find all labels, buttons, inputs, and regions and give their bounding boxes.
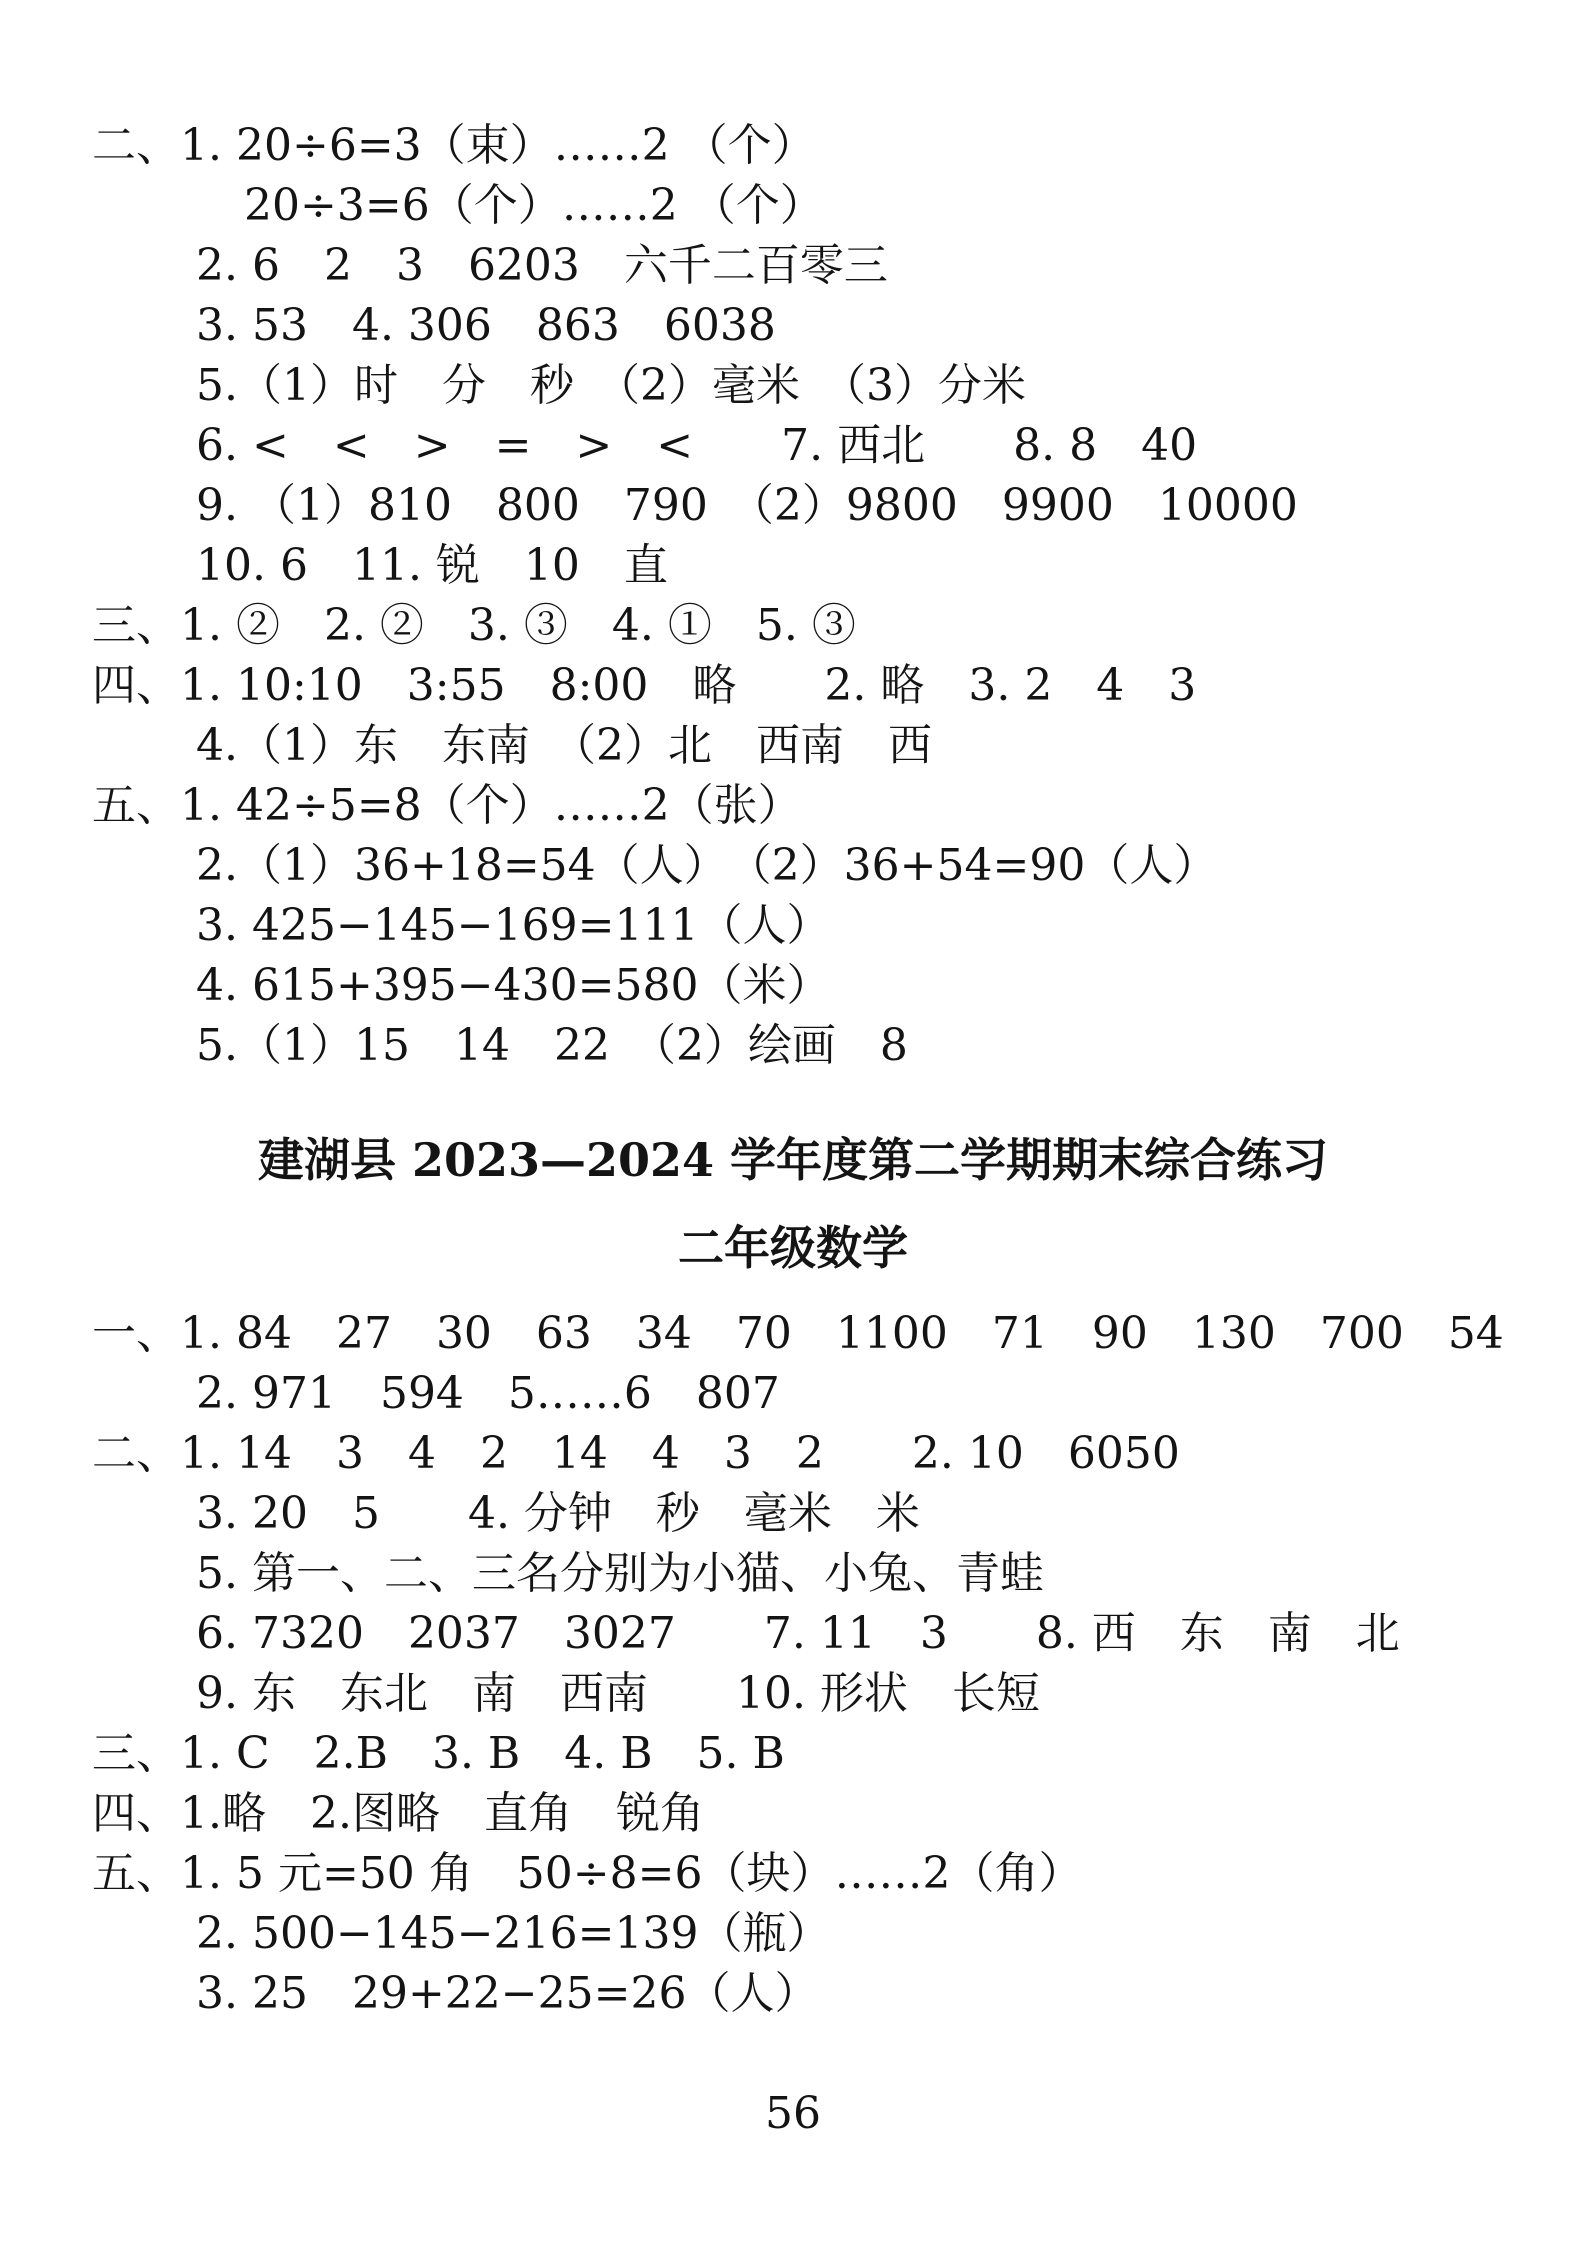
answer-line: 9. 东 东北 南 西南 10. 形状 长短 [196,1668,1040,1719]
answer-line: 三、1. C 2.B 3. B 4. B 5. B [92,1728,785,1779]
answer-line: 一、1. 84 27 30 63 34 70 1100 71 90 130 700 54 [92,1308,1504,1359]
answer-line: 2. 500−145−216=139（瓶） [196,1908,831,1959]
answer-line: 2. 6 2 3 6203 六千二百零三 [196,240,888,291]
answer-line: 五、1. 42÷5=8（个）……2（张） [92,780,802,831]
answer-line: 6. < < > = > < 7. 西北 8. 8 40 [196,420,1198,471]
answer-line: 3. 53 4. 306 863 6038 [196,300,776,351]
page-number: 56 [765,2088,821,2139]
answer-line: 4.（1）东 东南 （2）北 西南 西 [196,720,932,771]
answer-line: 3. 425−145−169=111（人） [196,900,831,951]
answer-line: 20÷3=6（个）……2 （个） [244,180,824,231]
answer-line: 二、1. 20÷6=3（束）……2 （个） [92,120,816,171]
answer-line: 10. 6 11. 锐 10 直 [196,540,668,591]
answer-line: 五、1. 5 元=50 角 50÷8=6（块）……2（角） [92,1848,1083,1899]
section-title: 建湖县 2023—2024 学年度第二学期期末综合练习 [257,1133,1329,1187]
answer-line: 2. 971 594 5……6 807 [196,1368,780,1419]
answer-line: 四、1.略 2.图略 直角 锐角 [92,1788,704,1839]
answer-line: 二、1. 14 3 4 2 14 4 3 2 2. 10 6050 [92,1428,1180,1479]
answer-line: 3. 20 5 4. 分钟 秒 毫米 米 [196,1488,920,1539]
answer-line: 5. 第一、二、三名分别为小猫、小兔、青蛙 [196,1548,1044,1599]
answer-line: 3. 25 29+22−25=26（人） [196,1968,819,2019]
answer-line: 5.（1）时 分 秒 （2）毫米 （3）分米 [196,360,1026,411]
answer-line: 2.（1）36+18=54（人） （2）36+54=90（人） [196,840,1218,891]
answer-line: 5.（1）15 14 22 （2）绘画 8 [196,1020,908,1071]
answer-line: 6. 7320 2037 3027 7. 11 3 8. 西 东 南 北 [196,1608,1400,1659]
answer-line: 4. 615+395−430=580（米） [196,960,831,1011]
answer-line: 四、1. 10:10 3:55 8:00 略 2. 略 3. 2 4 3 [92,660,1197,711]
answer-line: 9. （1）810 800 790 （2）9800 9900 10000 [196,480,1298,531]
answer-line: 三、1. ② 2. ② 3. ③ 4. ① 5. ③ [92,600,856,651]
section-subtitle: 二年级数学 [678,1221,908,1275]
